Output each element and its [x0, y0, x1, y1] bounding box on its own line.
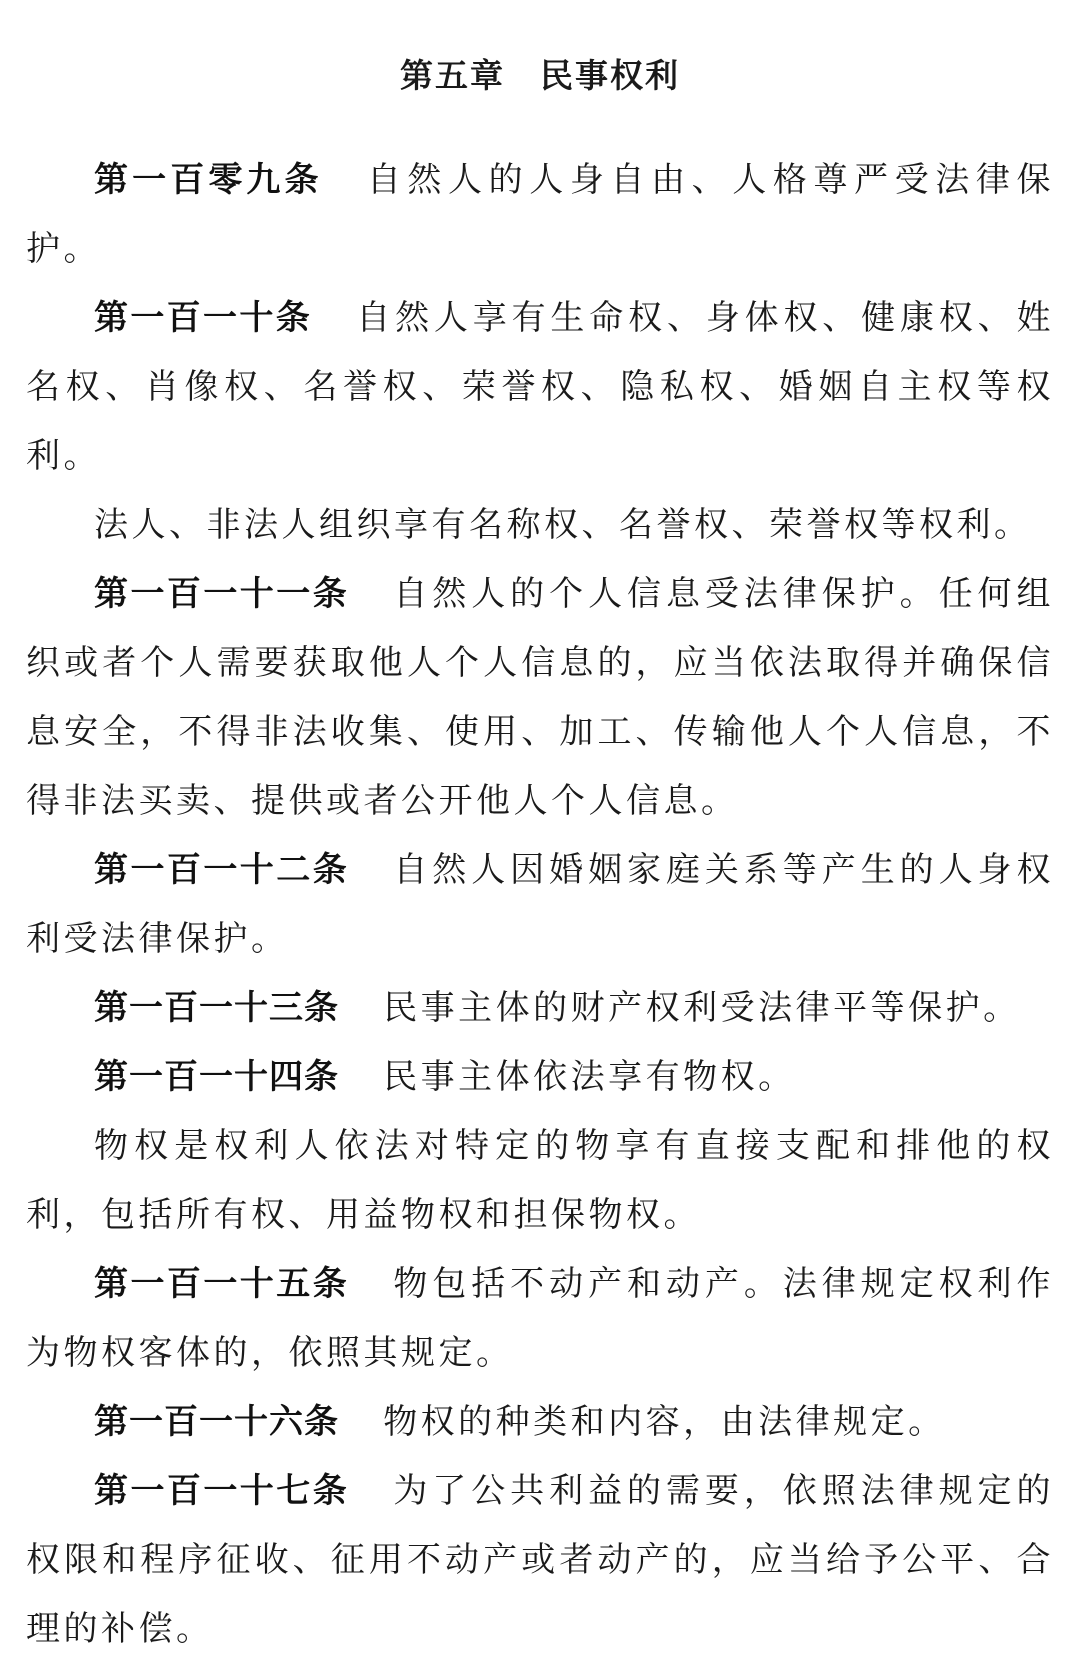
- paragraph: [26, 1457, 1054, 1664]
- document-body: [26, 146, 1054, 1664]
- paragraph-text: 自然人因婚姻家庭关系等产生的人身权利受法律保护。: [26, 850, 1055, 959]
- article-number: 第一百一十七条: [94, 1471, 350, 1511]
- article-number: 第一百一十三条: [94, 988, 339, 1028]
- article-number: 第一百零九条: [94, 160, 323, 200]
- paragraph-text: 自然人享有生命权、身体权、健康权、姓名权、肖像权、名誉权、荣誉权、隐私权、婚姻自主权等权利。: [26, 298, 1055, 476]
- paragraph-text: 法人、非法人组织享有名称权、名誉权、荣誉权等权利。: [94, 505, 1032, 545]
- paragraph: [26, 836, 1054, 974]
- paragraph-text: 自然人的人身自由、人格尊严受法律保护。: [26, 160, 1055, 269]
- article-number: 第一百一十五条: [94, 1264, 350, 1304]
- article-number: 第一百一十一条: [94, 574, 350, 614]
- paragraph: [26, 1388, 1054, 1457]
- paragraph: [26, 491, 1054, 560]
- paragraph: [26, 284, 1054, 491]
- article-number: 第一百一十条: [94, 298, 313, 338]
- paragraph-text: 自然人的个人信息受法律保护。任何组织或者个人需要获取他人个人信息的，应当依法取得并确保信息安全，不得非法收集、使用、加工、传输他人个人信息，不得非法买卖、提供或者公开他人个人信息。: [26, 574, 1055, 821]
- paragraph-text: 民事主体依法享有物权。: [383, 1057, 796, 1097]
- paragraph: [26, 974, 1054, 1043]
- paragraph: [26, 146, 1054, 284]
- paragraph: [26, 1112, 1054, 1250]
- paragraph: [26, 1250, 1054, 1388]
- chapter-title: 第五章 民事权利: [400, 56, 680, 95]
- paragraph-text: 民事主体的财产权利受法律平等保护。: [383, 988, 1021, 1028]
- paragraph: [26, 1043, 1054, 1112]
- paragraph: [26, 560, 1054, 836]
- paragraph-text: 物权是权利人依法对特定的物享有直接支配和排他的权利，包括所有权、用益物权和担保物权。: [26, 1126, 1054, 1235]
- paragraph-text: 为了公共利益的需要，依照法律规定的权限和程序征收、征用不动产或者动产的，应当给予公平、合理的补偿。: [26, 1471, 1055, 1649]
- article-number: 第一百一十二条: [94, 850, 350, 890]
- paragraph-text: 物权的种类和内容，由法律规定。: [383, 1402, 946, 1442]
- article-number: 第一百一十六条: [94, 1402, 339, 1442]
- paragraph-text: 物包括不动产和动产。法律规定权利作为物权客体的，依照其规定。: [26, 1264, 1055, 1373]
- article-number: 第一百一十四条: [94, 1057, 339, 1097]
